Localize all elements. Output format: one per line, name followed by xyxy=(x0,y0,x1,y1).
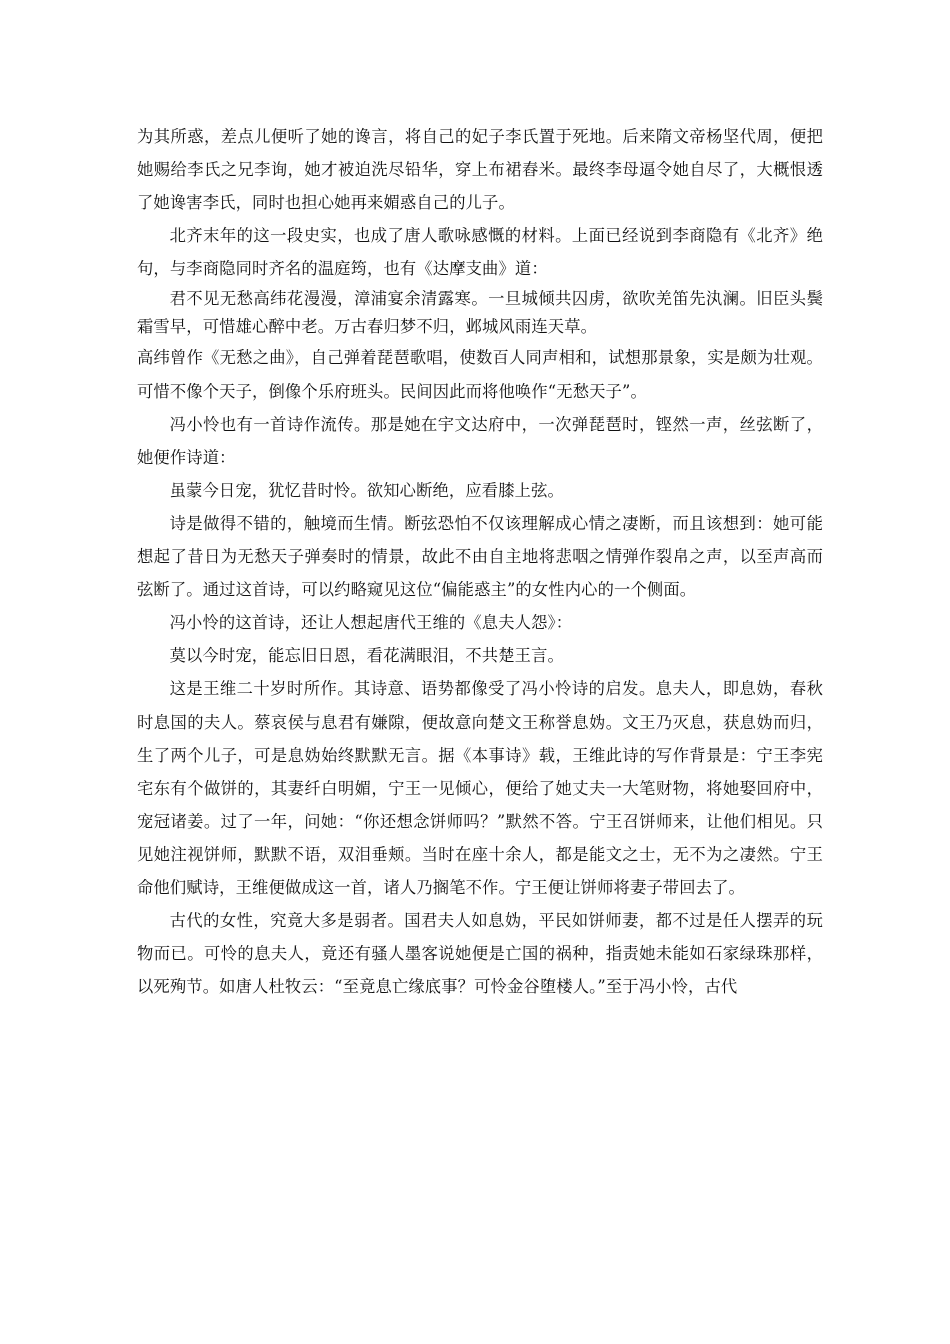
poem-xi-furen-yuan: 莫以今时宠，能忘旧日恩，看花满眼泪，不共楚王言。 xyxy=(169,646,564,666)
article-body xyxy=(137,120,823,1003)
paragraph-4: 冯小怜也有一首诗作流传。那是她在宇文达府中，一次弹琵琶时，铿然一声，丝弦断了，她便作诗道： xyxy=(137,414,823,467)
paragraph-7: 这是王维二十岁时所作。其诗意、语势都像受了冯小怜诗的启发。息夫人，即息妫，春秋时息国的夫人。蔡哀侯与息君有嫌隙，便故意向楚文王称誉息妫。文王乃灭息，获息妫而归，生了两个儿子，可是息妫始终默默无言。据《本事诗》载，王维此诗的写作背景是：宁王李宪宅东有个做饼的，其妻纤白明媚，宁王一见倾心，便给了她丈夫一大笔财物，将她娶回府中，宠冠诸姜。过了一年，问她：“你还想念饼师吗？”默然不答。宁王召饼师来，让他们相见。只见她注视饼师，默默不语，双泪垂颊。当时在座十余人，都是能文之士，无不为之凄然。宁王命他们赋诗，王维便做成这一首，诸人乃搁笔不作。宁王便让饼师将妻子带回去了。 xyxy=(137,679,823,897)
paragraph-6: 冯小怜的这首诗，还让人想起唐代王维的《息夫人怨》： xyxy=(169,613,573,633)
paragraph-2: 北齐末年的这一段史实，也成了唐人歌咏感慨的材料。上面已经说到李商隐有《北齐》绝句，与李商隐同时齐名的温庭筠，也有《达摩支曲》道： xyxy=(137,226,823,279)
paragraph-8: 古代的女性，究竟大多是弱者。国君夫人如息妫，平民如饼师妻，都不过是任人摆弄的玩物而已。可怜的息夫人，竟还有骚人墨客说她便是亡国的祸种，指责她未能如石家绿珠那样，以死殉节。如唐人杜牧云：“至竟息亡缘底事？可怜金谷堕楼人。”至于冯小怜，古代 xyxy=(137,911,823,997)
paragraph-1: 为其所惑，差点儿便听了她的谗言，将自己的妃子李氏置于死地。后来隋文帝杨坚代周，便把她赐给李氏之兄李询，她才被迫洗尽铅华，穿上布裙舂米。最终李母逼令她自尽了，大概恨透了她谗害李氏，同时也担心她再来媚惑自己的儿子。 xyxy=(137,127,823,213)
paragraph-5: 诗是做得不错的，触境而生情。断弦恐怕不仅该理解成心情之凄断，而且该想到：她可能想起了昔日为无愁天子弹奏时的情景，故此不由自主地将悲咽之情弹作裂帛之声，以至声高而弦断了。通过这首诗，可以约略窥见这位“偏能惑主”的女性内心的一个侧面。 xyxy=(137,513,823,600)
poem-damozhi-qu: 君不见无愁高纬花漫漫，漳浦宴余清露寒。一旦城倾共囚虏，欲吹羌笛先汍澜。旧臣头鬓霜雪早，可惜雄心醉中老。万古春归梦不归，邺城风雨连天草。 xyxy=(137,289,823,337)
paragraph-3: 高纬曾作《无愁之曲》，自己弹着琵琶歌唱，使数百人同声相和，试想那景象，实是颇为壮观。可惜不像个天子，倒像个乐府班头。民间因此而将他唤作“无愁天子”。 xyxy=(137,348,823,401)
poem-feng-xiaolian: 虽蒙今日宠，犹忆昔时怜。欲知心断绝，应看膝上弦。 xyxy=(169,480,564,500)
